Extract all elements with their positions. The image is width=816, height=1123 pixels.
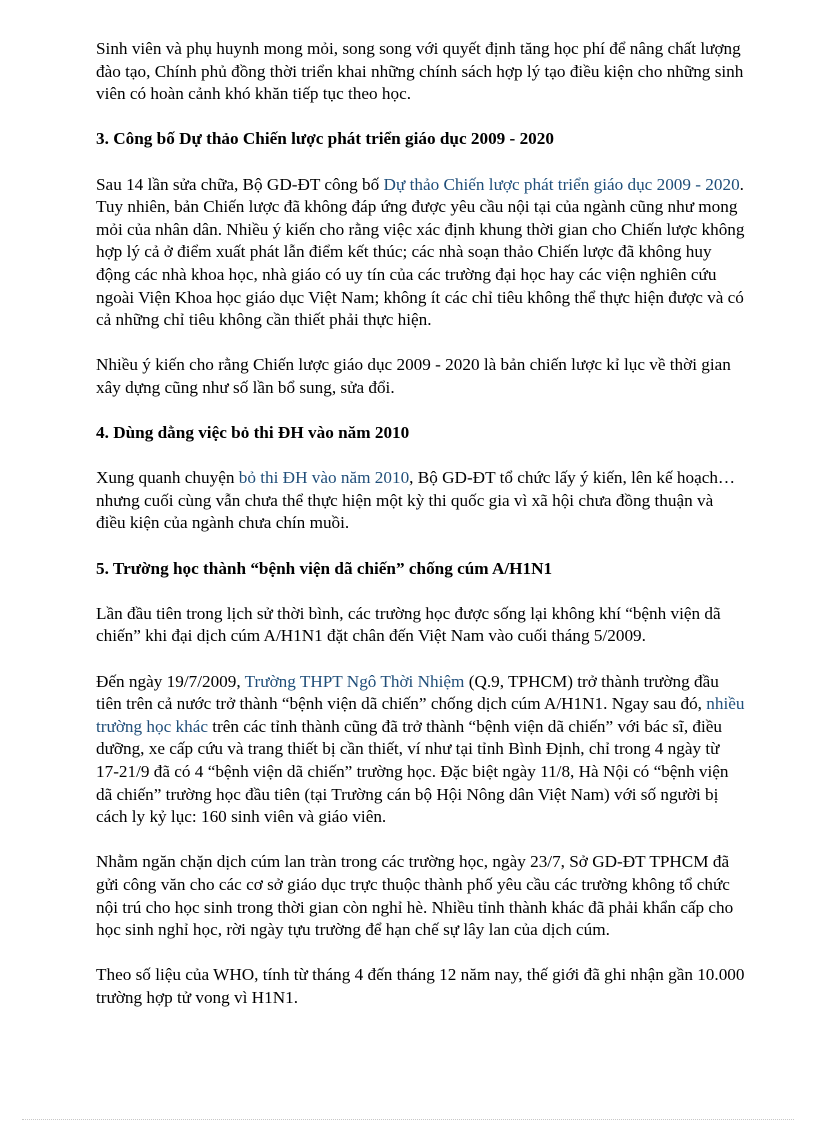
text-span: trên các tỉnh thành cũng đã trở thành “bệnh viện dã chiến” với bác sĩ, điều dưỡng, xe cấp cứu và trang thiết bị cần thiết, ví như tại tỉnh Bình Định, chỉ trong 4 ngày từ 17-21/9 đã có 4 “bệnh viện dã chiến” trường học. Đặc biệt ngày 11/8, Hà Nội có “bệnh viện dã chiến” trường học đầu tiên (tại Trường cán bộ Hội Nông dân Việt Nam) với số người bị cách ly kỷ lục: 160 sinh viên và giáo viên. xyxy=(96,716,729,827)
text-span: (Q.9, TPHCM) trở thành trường đầu tiên trên cả nước trở thành “bệnh viện dã chiến” chống dịch cúm A/H1N1. Ngay sau đó, xyxy=(96,671,719,714)
heading-field-hospital: 5. Trường học thành “bệnh viện dã chiến” chống cúm A/H1N1 xyxy=(96,558,553,578)
paragraph-strategy-record: Nhiều ý kiến cho rằng Chiến lược giáo dục 2009 - 2020 là bản chiến lược kỉ lục về thời gian xây dựng cũng như số lần bổ sung, sửa đổi. xyxy=(96,355,731,397)
paragraph-field-hospital-intro: Lần đầu tiên trong lịch sử thời bình, các trường học được sống lại không khí “bệnh viện dã chiến” khi đại dịch cúm A/H1N1 đặt chân đến Việt Nam vào cuối tháng 5/2009. xyxy=(96,603,721,646)
paragraph-strategy-draft xyxy=(96,174,746,332)
text-span: . Tuy nhiên, bản Chiến lược đã không đáp ứng được yêu cầu nội tại của ngành cũng như mong mỏi của nhân dân. Nhiều ý kiến cho rằng việc xác định khung thời gian cho Chiến lược không hợp lý cả ở điểm xuất phát lẫn điểm kết thúc; các nhà soạn thảo Chiến lược đã không huy động các nhà khoa học, nhà giáo có uy tín của các trường đại học hay các viện nghiên cứu ngoài Viện Khoa học giáo dục Việt Nam; không ít các chỉ tiêu không thể thực hiện được và có cả những chỉ tiêu không cần thiết phải thực hiện. xyxy=(96,174,745,330)
exam-removal-link[interactable]: bỏ thi ĐH vào năm 2010 xyxy=(238,468,410,488)
strategy-draft-link[interactable]: Dự thảo Chiến lược phát triển giáo dục 2009 - 2020 xyxy=(383,174,740,194)
page-bottom-rule xyxy=(22,1119,794,1120)
heading-strategy-draft: 3. Công bố Dự thảo Chiến lược phát triển giáo dục 2009 - 2020 xyxy=(96,129,554,149)
ngo-thoi-nhiem-school-link[interactable]: Trường THPT Ngô Thời Nhiệm xyxy=(244,671,465,691)
paragraph-university-exam xyxy=(96,467,746,535)
text-span: Xung quanh chuyện xyxy=(96,468,239,488)
text-span: Đến ngày 19/7/2009, xyxy=(96,671,245,691)
paragraph-first-school-hospital xyxy=(96,671,746,829)
paragraph-who-statistics: Theo số liệu của WHO, tính từ tháng 4 đến tháng 12 năm nay, thế giới đã ghi nhận gần 10.000 trường hợp tử vong vì H1N1. xyxy=(96,965,745,1007)
text-span: Sau 14 lần sửa chữa, Bộ GD-ĐT công bố xyxy=(96,174,384,194)
paragraph-tuition-policy: Sinh viên và phụ huynh mong mỏi, song song với quyết định tăng học phí để nâng chất lượng đào tạo, Chính phủ đồng thời triển khai những chính sách hợp lý tạo điều kiện cho những sinh viên có hoàn cảnh khó khăn tiếp tục theo học. xyxy=(96,39,744,104)
heading-university-exam: 4. Dùng dằng việc bỏ thi ĐH vào năm 2010 xyxy=(96,423,410,443)
other-schools-link[interactable]: nhiều trường học khác xyxy=(96,694,745,736)
text-span: , Bộ GD-ĐT tổ chức lấy ý kiến, lên kế hoạch… nhưng cuối cùng vẫn chưa thể thực hiện một kỳ thi quốc gia vì xã hội chưa đồng thuận và điều kiện của ngành chưa chín muồi. xyxy=(96,468,736,533)
paragraph-prevention-measures: Nhằm ngăn chặn dịch cúm lan tràn trong các trường học, ngày 23/7, Sở GD-ĐT TPHCM đã gửi công văn cho các cơ sở giáo dục trực thuộc thành phố yêu cầu các trường không tổ chức nội trú cho học sinh trong thời gian còn nghỉ hè. Nhiều tỉnh thành khác đã phải khẩn cấp cho học sinh nghỉ học, rời ngày tựu trường để hạn chế sự lây lan của dịch cúm. xyxy=(96,852,734,940)
